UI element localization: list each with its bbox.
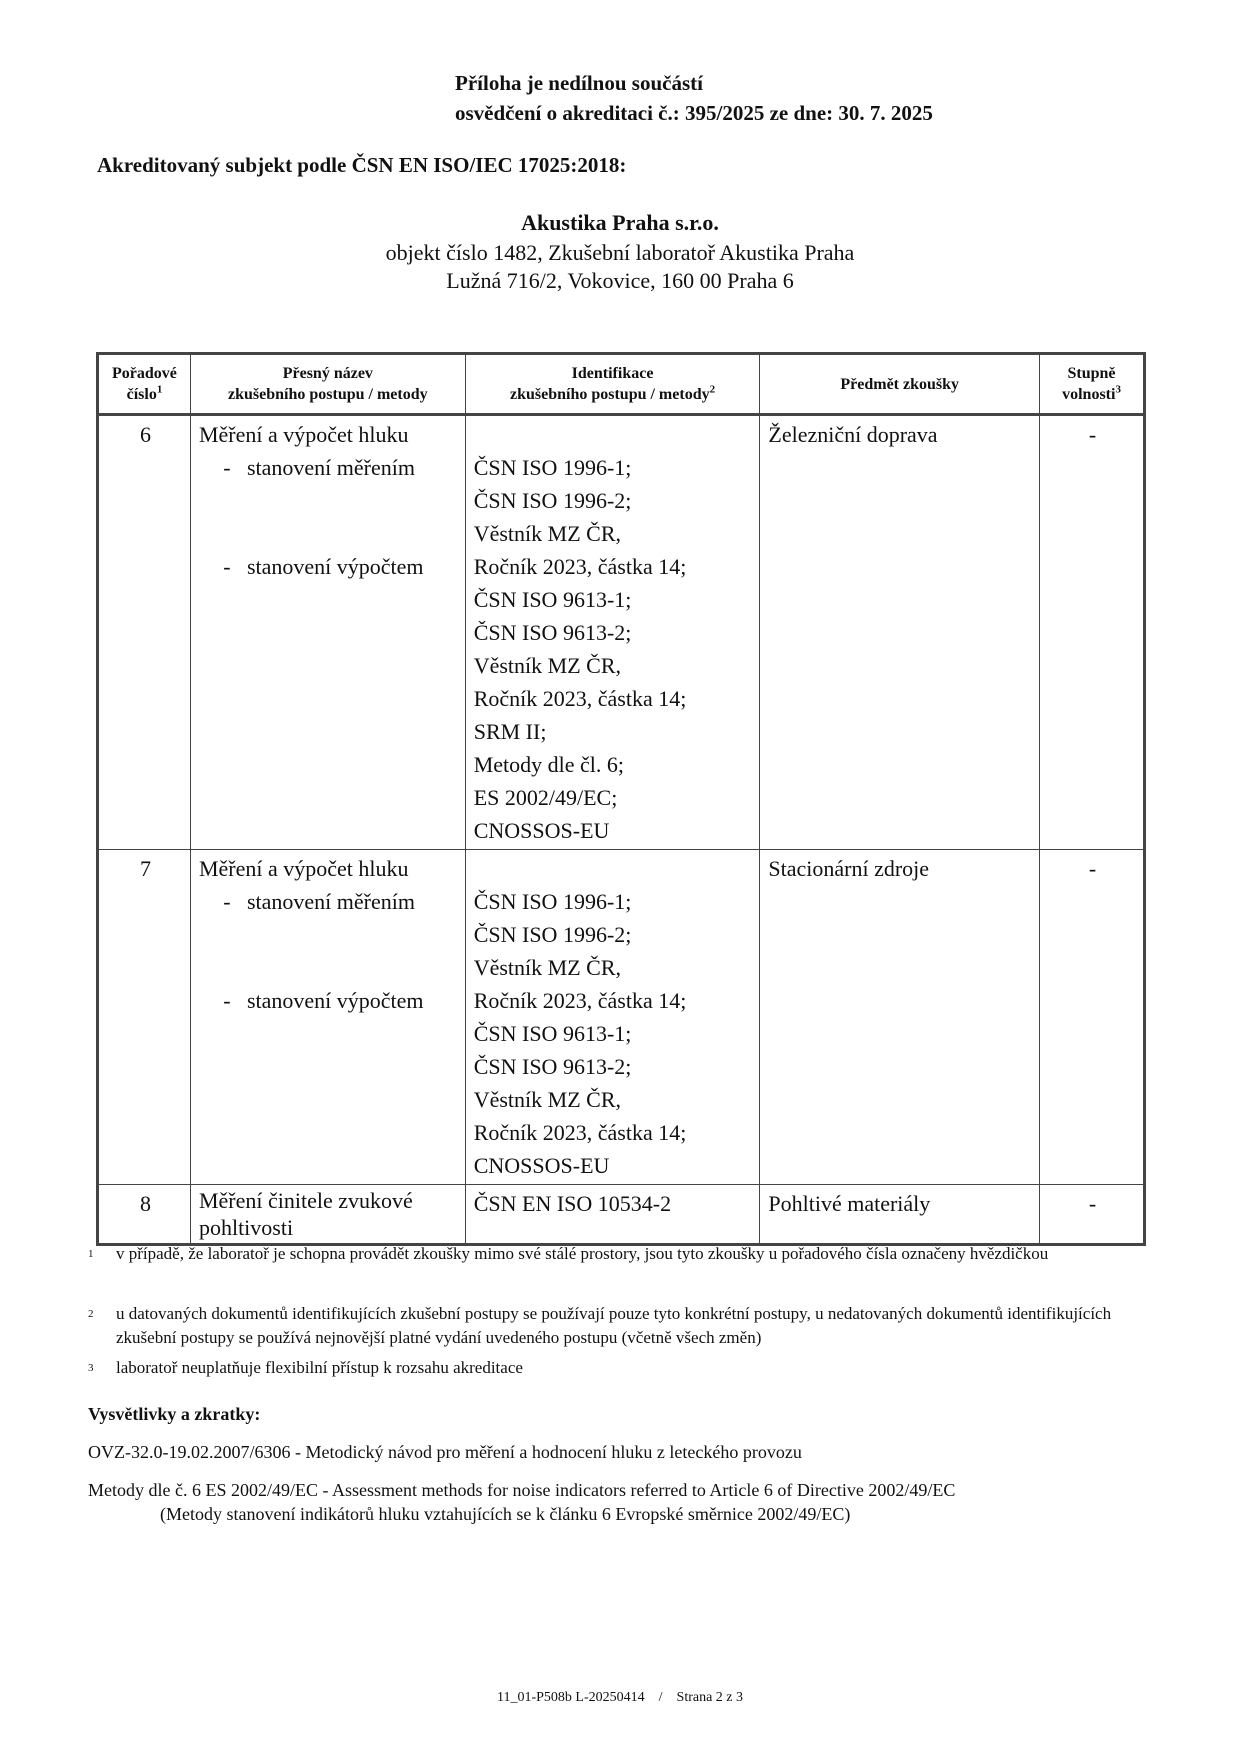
sub-method: - stanovení výpočtem <box>223 554 424 579</box>
table-header-row <box>98 354 1145 415</box>
identification-line: ČSN ISO 1996-2; <box>473 488 632 513</box>
organization-object: objekt číslo 1482, Zkušební laboratoř Akustika Praha <box>385 240 855 265</box>
document-code: 11_01-P508b L-20250414 <box>496 1690 645 1705</box>
degrees-of-freedom: - <box>1040 850 1145 1185</box>
identification-line: Věstník MZ ČR, <box>473 653 621 678</box>
test-subject: Stacionární zdroje <box>760 850 1040 1185</box>
identification-line: ES 2002/49/EC; <box>473 785 618 810</box>
explanation-item: Metody dle č. 6 ES 2002/49/EC - Assessment methods for noise indicators referred to Article 6 of Directive 2002/49/EC <box>88 1480 956 1500</box>
accreditation-scope-table <box>96 352 1146 1246</box>
row-number: 6 <box>98 415 191 850</box>
sub-method: - stanovení měřením <box>223 889 415 914</box>
explanation-item: (Metody stanovení indikátorů hluku vztahujících se k článku 6 Evropské směrnice 2002/49/EC) <box>160 1504 851 1524</box>
identification-line: ČSN ISO 9613-1; <box>473 1021 632 1046</box>
degrees-of-freedom: - <box>1040 1185 1145 1245</box>
identification-line: Věstník MZ ČR, <box>473 521 621 546</box>
identification-line: ČSN EN ISO 10534-2 <box>465 1185 760 1245</box>
degrees-of-freedom: - <box>1040 415 1145 850</box>
header-procedure-identification: Identifikace zkušebního postupu / metody$^2$ <box>465 354 760 415</box>
identification-line: Ročník 2023, částka 14; <box>473 686 687 711</box>
row-number: 7 <box>98 850 191 1185</box>
page-number: Strana 2 z 3 <box>676 1690 744 1705</box>
footnote-ref-2: 2 <box>709 383 716 396</box>
explanation-item: OVZ-32.0-19.02.2007/6306 - Metodický návod pro měření a hodnocení hluku z leteckého provozu <box>88 1442 802 1462</box>
table-row <box>98 850 1145 1185</box>
identification-line: ČSN ISO 1996-1; <box>473 455 632 480</box>
identification-line: ČSN ISO 9613-2; <box>473 1054 632 1079</box>
table-row <box>98 1185 1145 1245</box>
identification-line: CNOSSOS-EU <box>473 818 610 843</box>
table-row <box>98 415 1145 850</box>
footnote-ref-3: 3 <box>1115 383 1121 396</box>
header-degrees-of-freedom: Stupně volnosti$^3$ <box>1040 354 1145 415</box>
identification-line: CNOSSOS-EU <box>473 1153 610 1178</box>
test-subject: Železniční doprava <box>760 415 1040 850</box>
certificate-reference: osvědčení o akreditaci č.: 395/2025 ze dne: 30. 7. 2025 <box>455 101 933 125</box>
identification-line: ČSN ISO 9613-2; <box>473 620 632 645</box>
explanations-title: Vysvětlivky a zkratky: <box>88 1404 261 1424</box>
sub-method: - stanovení měřením <box>223 455 415 480</box>
sub-method: - stanovení výpočtem <box>223 988 424 1013</box>
identification-line: ČSN ISO 9613-1; <box>473 587 632 612</box>
identification-line: Věstník MZ ČR, <box>473 1087 621 1112</box>
procedure-name-cell <box>190 850 465 1185</box>
page-footer <box>0 1690 1240 1706</box>
identification-cell <box>465 850 760 1185</box>
identification-line: Ročník 2023, částka 14; <box>473 988 687 1013</box>
header-procedure-name: Přesný název zkušebního postupu / metody <box>190 354 465 415</box>
procedure-name: Měření a výpočet hluku <box>198 422 409 447</box>
procedure-name-cell <box>190 415 465 850</box>
organization-address: Lužná 716/2, Vokovice, 160 00 Praha 6 <box>446 268 794 293</box>
identification-line: ČSN ISO 1996-2; <box>473 922 632 947</box>
header-test-subject: Předmět zkoušky <box>760 354 1040 415</box>
footnote-1: 1 v případě, že laboratoř je schopna provádět zkoušky mimo své stálé prostory, jsou tyto zkoušky u pořadového čísla označeny hvězdičkou <box>88 1244 1049 1263</box>
identification-line: Ročník 2023, částka 14; <box>473 1120 687 1145</box>
identification-line: Věstník MZ ČR, <box>473 955 621 980</box>
footnote-3: 3 laboratoř neuplatňuje flexibilní přístup k rozsahu akreditace <box>88 1358 523 1377</box>
identification-cell <box>465 415 760 850</box>
organization-name: Akustika Praha s.r.o. <box>521 210 719 235</box>
identification-line: Metody dle čl. 6; <box>473 752 625 777</box>
footnote-2: 2 u datovaných dokumentů identifikujících zkušební postupy se používají pouze tyto konkrétní postupy, u nedatovaných dokumentů identifikujících zkušební postupy se používá nejnovější platné vydání uvedeného postupu (včetně všech změn) <box>88 1304 1112 1347</box>
footnote-ref-1: 1 <box>156 383 163 396</box>
test-subject: Pohltivé materiály <box>760 1185 1040 1245</box>
procedure-name: Měření činitele zvukové pohltivosti <box>190 1185 465 1245</box>
header-order-number: Pořadové číslo$^1$ <box>98 354 191 415</box>
annex-title: Příloha je nedílnou součástí <box>455 71 703 95</box>
accreditation-standard: Akreditovaný subjekt podle ČSN EN ISO/IEC 17025:2018: <box>97 153 627 177</box>
identification-line: Ročník 2023, částka 14; <box>473 554 687 579</box>
procedure-name: Měření a výpočet hluku <box>198 856 409 881</box>
row-number: 8 <box>98 1185 191 1245</box>
footer-separator: / <box>658 1690 663 1705</box>
identification-line: SRM II; <box>473 719 547 744</box>
identification-line: ČSN ISO 1996-1; <box>473 889 632 914</box>
